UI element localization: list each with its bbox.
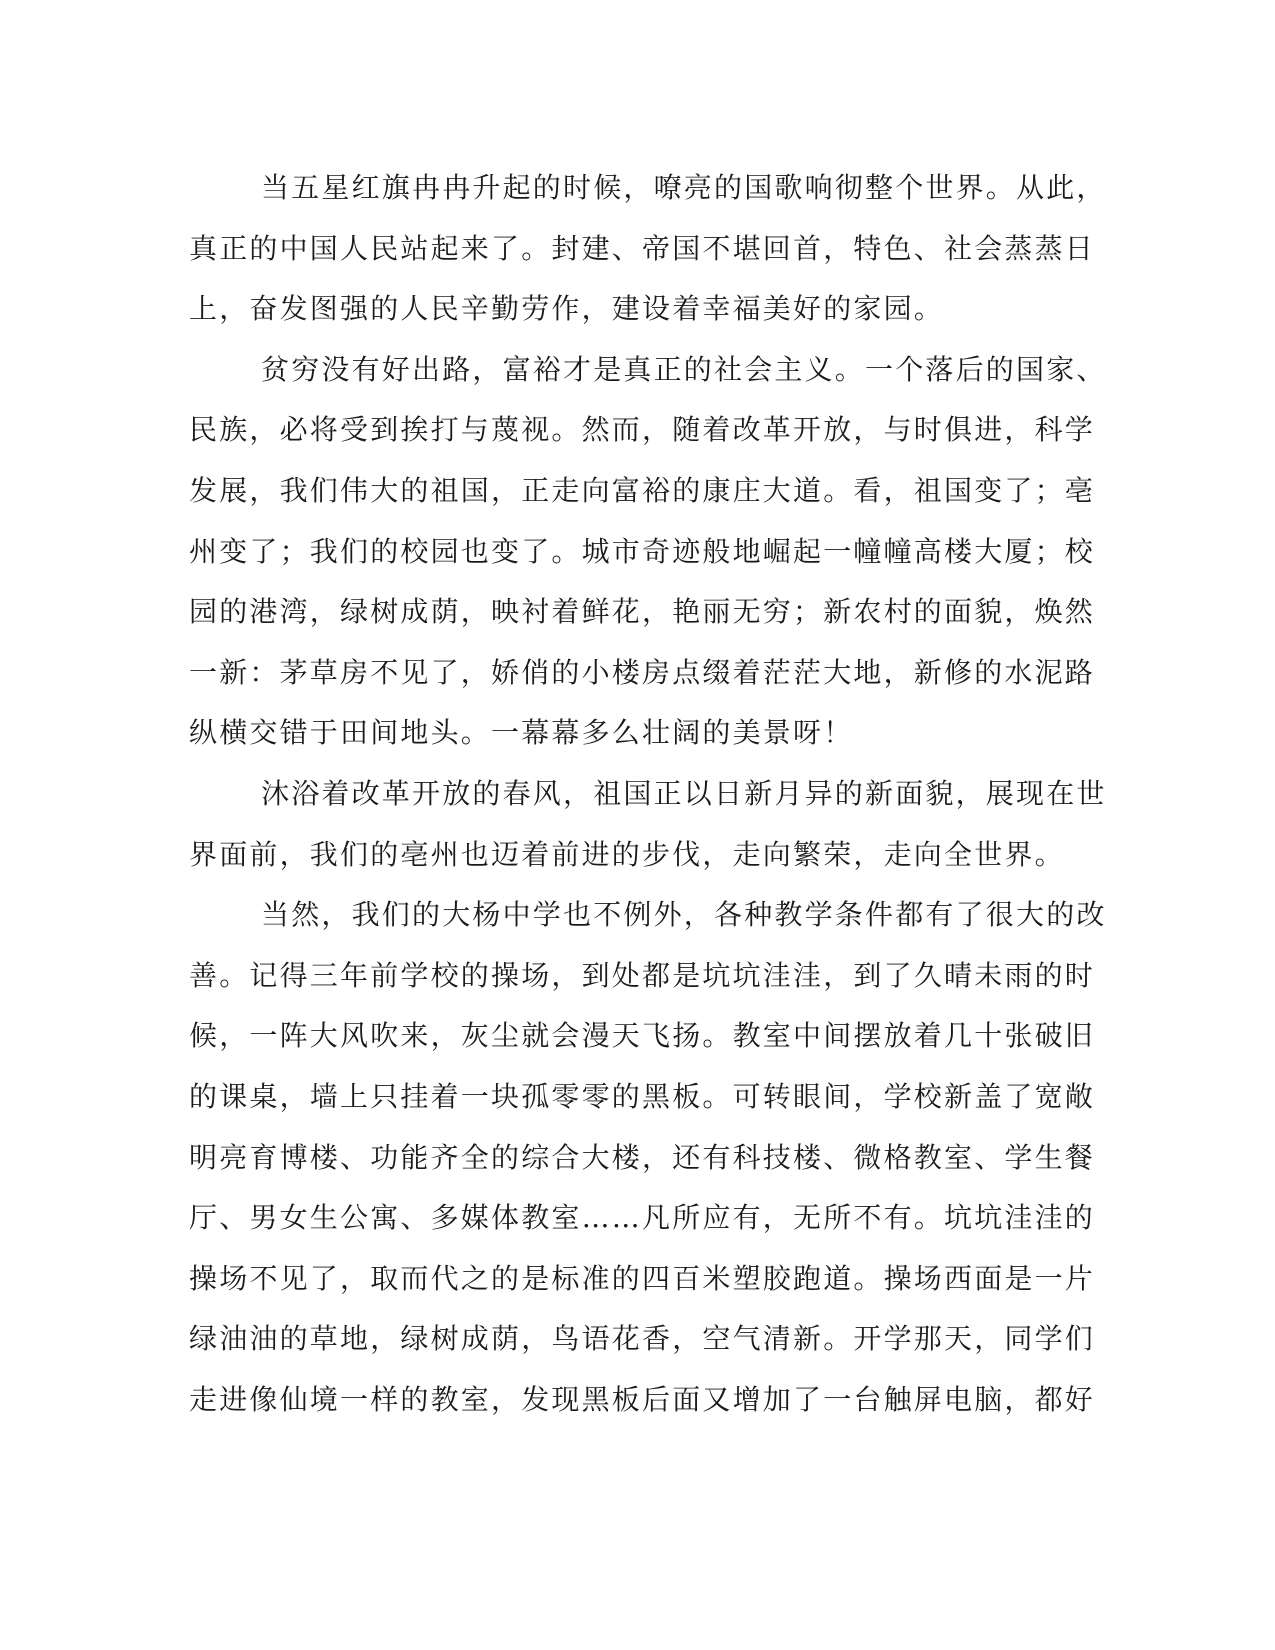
paragraph-1-line-1: 当五星红旗冉冉升起的时候，嘹亮的国歌响彻整个世界。从此， bbox=[261, 171, 1107, 204]
paragraph-2-line-3: 发展，我们伟大的祖国，正走向富裕的康庄大道。看，祖国变了；亳 bbox=[189, 473, 1096, 507]
paragraph-3-line-1: 沐浴着改革开放的春风，祖国正以日新月异的新面貌，展现在世 bbox=[261, 776, 1107, 810]
paragraph-3-line-2: 界面前，我们的亳州也迈着前进的步伐，走向繁荣，走向全世界。 bbox=[189, 837, 1065, 871]
essay-body bbox=[189, 158, 1107, 1430]
paragraph-1-line-3: 上，奋发图强的人民辛勤劳作，建设着幸福美好的家园。 bbox=[189, 292, 945, 326]
paragraph-4-line-5: 明亮育博楼、功能齐全的综合大楼，还有科技楼、微格教室、学生餐 bbox=[189, 1140, 1096, 1174]
paragraph-4-line-9: 走进像仙境一样的教室，发现黑板后面又增加了一台触屏电脑，都好 bbox=[189, 1382, 1096, 1416]
paragraph-4-line-3: 候，一阵大风吹来，灰尘就会漫天飞扬。教室中间摆放着几十张破旧 bbox=[189, 1019, 1096, 1053]
paragraph-2-line-2: 民族，必将受到挨打与蔑视。然而，随着改革开放，与时俱进，科学 bbox=[189, 413, 1096, 447]
paragraph-1-line-2: 真正的中国人民站起来了。封建、帝国不堪回首，特色、社会蒸蒸日 bbox=[189, 231, 1096, 265]
paragraph-4-line-2: 善。记得三年前学校的操场，到处都是坑坑洼洼，到了久晴未雨的时 bbox=[189, 958, 1096, 992]
paragraph-4-line-6: 厅、男女生公寓、多媒体教室……凡所应有，无所不有。坑坑洼洼的 bbox=[189, 1201, 1096, 1235]
paragraph-4-line-7: 操场不见了，取而代之的是标准的四百米塑胶跑道。操场西面是一片 bbox=[189, 1261, 1096, 1295]
paragraph-4-line-4: 的课桌，墙上只挂着一块孤零零的黑板。可转眼间，学校新盖了宽敞 bbox=[189, 1079, 1096, 1113]
paragraph-2-line-7: 纵横交错于田间地头。一幕幕多么壮阔的美景呀！ bbox=[189, 716, 854, 750]
paragraph-2-line-5: 园的港湾，绿树成荫，映衬着鲜花，艳丽无穷；新农村的面貌，焕然 bbox=[189, 595, 1096, 629]
paragraph-2-line-1: 贫穷没有好出路，富裕才是真正的社会主义。一个落后的国家、 bbox=[261, 352, 1107, 386]
paragraph-2-line-4: 州变了；我们的校园也变了。城市奇迹般地崛起一幢幢高楼大厦；校 bbox=[189, 534, 1096, 568]
paragraph-4-line-8: 绿油油的草地，绿树成荫，鸟语花香，空气清新。开学那天，同学们 bbox=[189, 1322, 1096, 1356]
paragraph-2-line-6: 一新：茅草房不见了，娇俏的小楼房点缀着茫茫大地，新修的水泥路 bbox=[189, 655, 1096, 689]
paragraph-4-line-1: 当然，我们的大杨中学也不例外，各种教学条件都有了很大的改 bbox=[261, 898, 1107, 932]
